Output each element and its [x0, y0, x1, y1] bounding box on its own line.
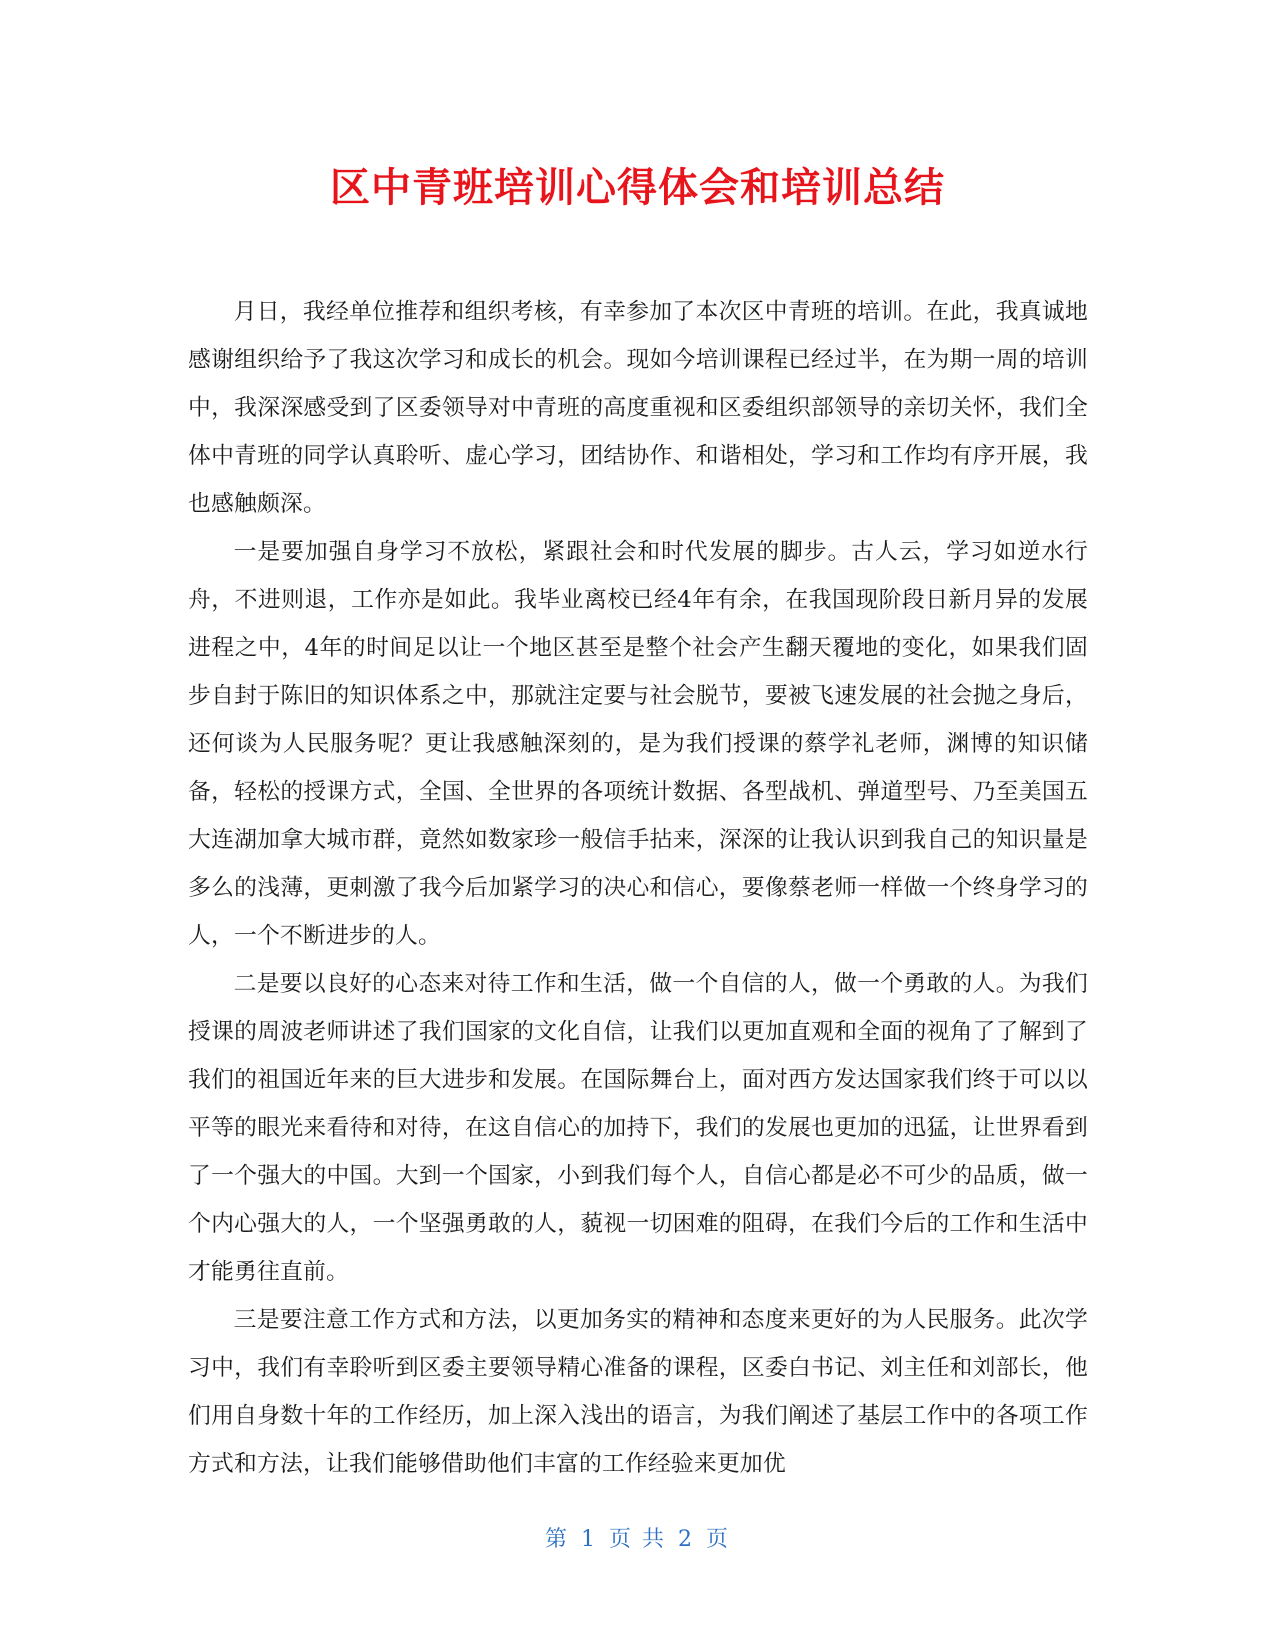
paragraph-point-one: 一是要加强自身学习不放松，紧跟社会和时代发展的脚步。古人云，学习如逆水行舟，不进则退，工作亦是如此。我毕业离校已经4年有余，在我国现阶段日新月异的发展进程之中，4年的时间足以让一个地区甚至是整个社会产生翻天覆地的变化，如果我们固步自封于陈旧的知识体系之中，那就注定要与社会脱节，要被飞速发展的社会抛之身后，还何谈为人民服务呢？更让我感触深刻的，是为我们授课的蔡学礼老师，渊博的知识储备，轻松的授课方式，全国、全世界的各项统计数据、各型战机、弹道型号、乃至美国五大连湖加拿大城市群，竟然如数家珍一般信手拈来，深深的让我认识到我自己的知识量是多么的浅薄，更刺激了我今后加紧学习的决心和信心，要像蔡老师一样做一个终身学习的人，一个不断进步的人。: [188, 539, 1088, 949]
footer-prefix: 第: [544, 1527, 569, 1552]
footer-suffix: 页: [706, 1527, 731, 1552]
document-body: [188, 288, 1088, 1508]
paragraph-intro: 月日，我经单位推荐和组织考核，有幸参加了本次区中青班的培训。在此，我真诚地感谢组织给予了我这次学习和成长的机会。现如今培训课程已经过半，在为期一周的培训中，我深深感受到了区委领导对中青班的高度重视和区委组织部领导的亲切关怀，我们全体中青班的同学认真聆听、虚心学习，团结协作、和谐相处，学习和工作均有序开展，我也感触颇深。: [188, 299, 1088, 517]
total-page-count: 2: [678, 1527, 694, 1552]
document-title: 区中青班培训心得体会和培训总结: [330, 165, 945, 211]
paragraph-point-three: 三是要注意工作方式和方法，以更加务实的精神和态度来更好的为人民服务。此次学习中，我们有幸聆听到区委主要领导精心准备的课程，区委白书记、刘主任和刘部长，他们用自身数十年的工作经历，加上深入浅出的语言，为我们阐述了基层工作中的各项工作方式和方法，让我们能够借助他们丰富的工作经验来更加优: [188, 1307, 1088, 1477]
current-page-number: 1: [581, 1527, 597, 1552]
footer-middle: 页 共: [609, 1527, 666, 1552]
paragraph-point-two: 二是要以良好的心态来对待工作和生活，做一个自信的人，做一个勇敢的人。为我们授课的周波老师讲述了我们国家的文化自信，让我们以更加直观和全面的视角了了解到了我们的祖国近年来的巨大进步和发展。在国际舞台上，面对西方发达国家我们终于可以以平等的眼光来看待和对待，在这自信心的加持下，我们的发展也更加的迅猛，让世界看到了一个强大的中国。大到一个国家，小到我们每个人，自信心都是必不可少的品质，做一个内心强大的人，一个坚强勇敢的人，藐视一切困难的阻碍，在我们今后的工作和生活中才能勇往直前。: [188, 971, 1088, 1285]
page-number-footer: [0, 1525, 1275, 1555]
